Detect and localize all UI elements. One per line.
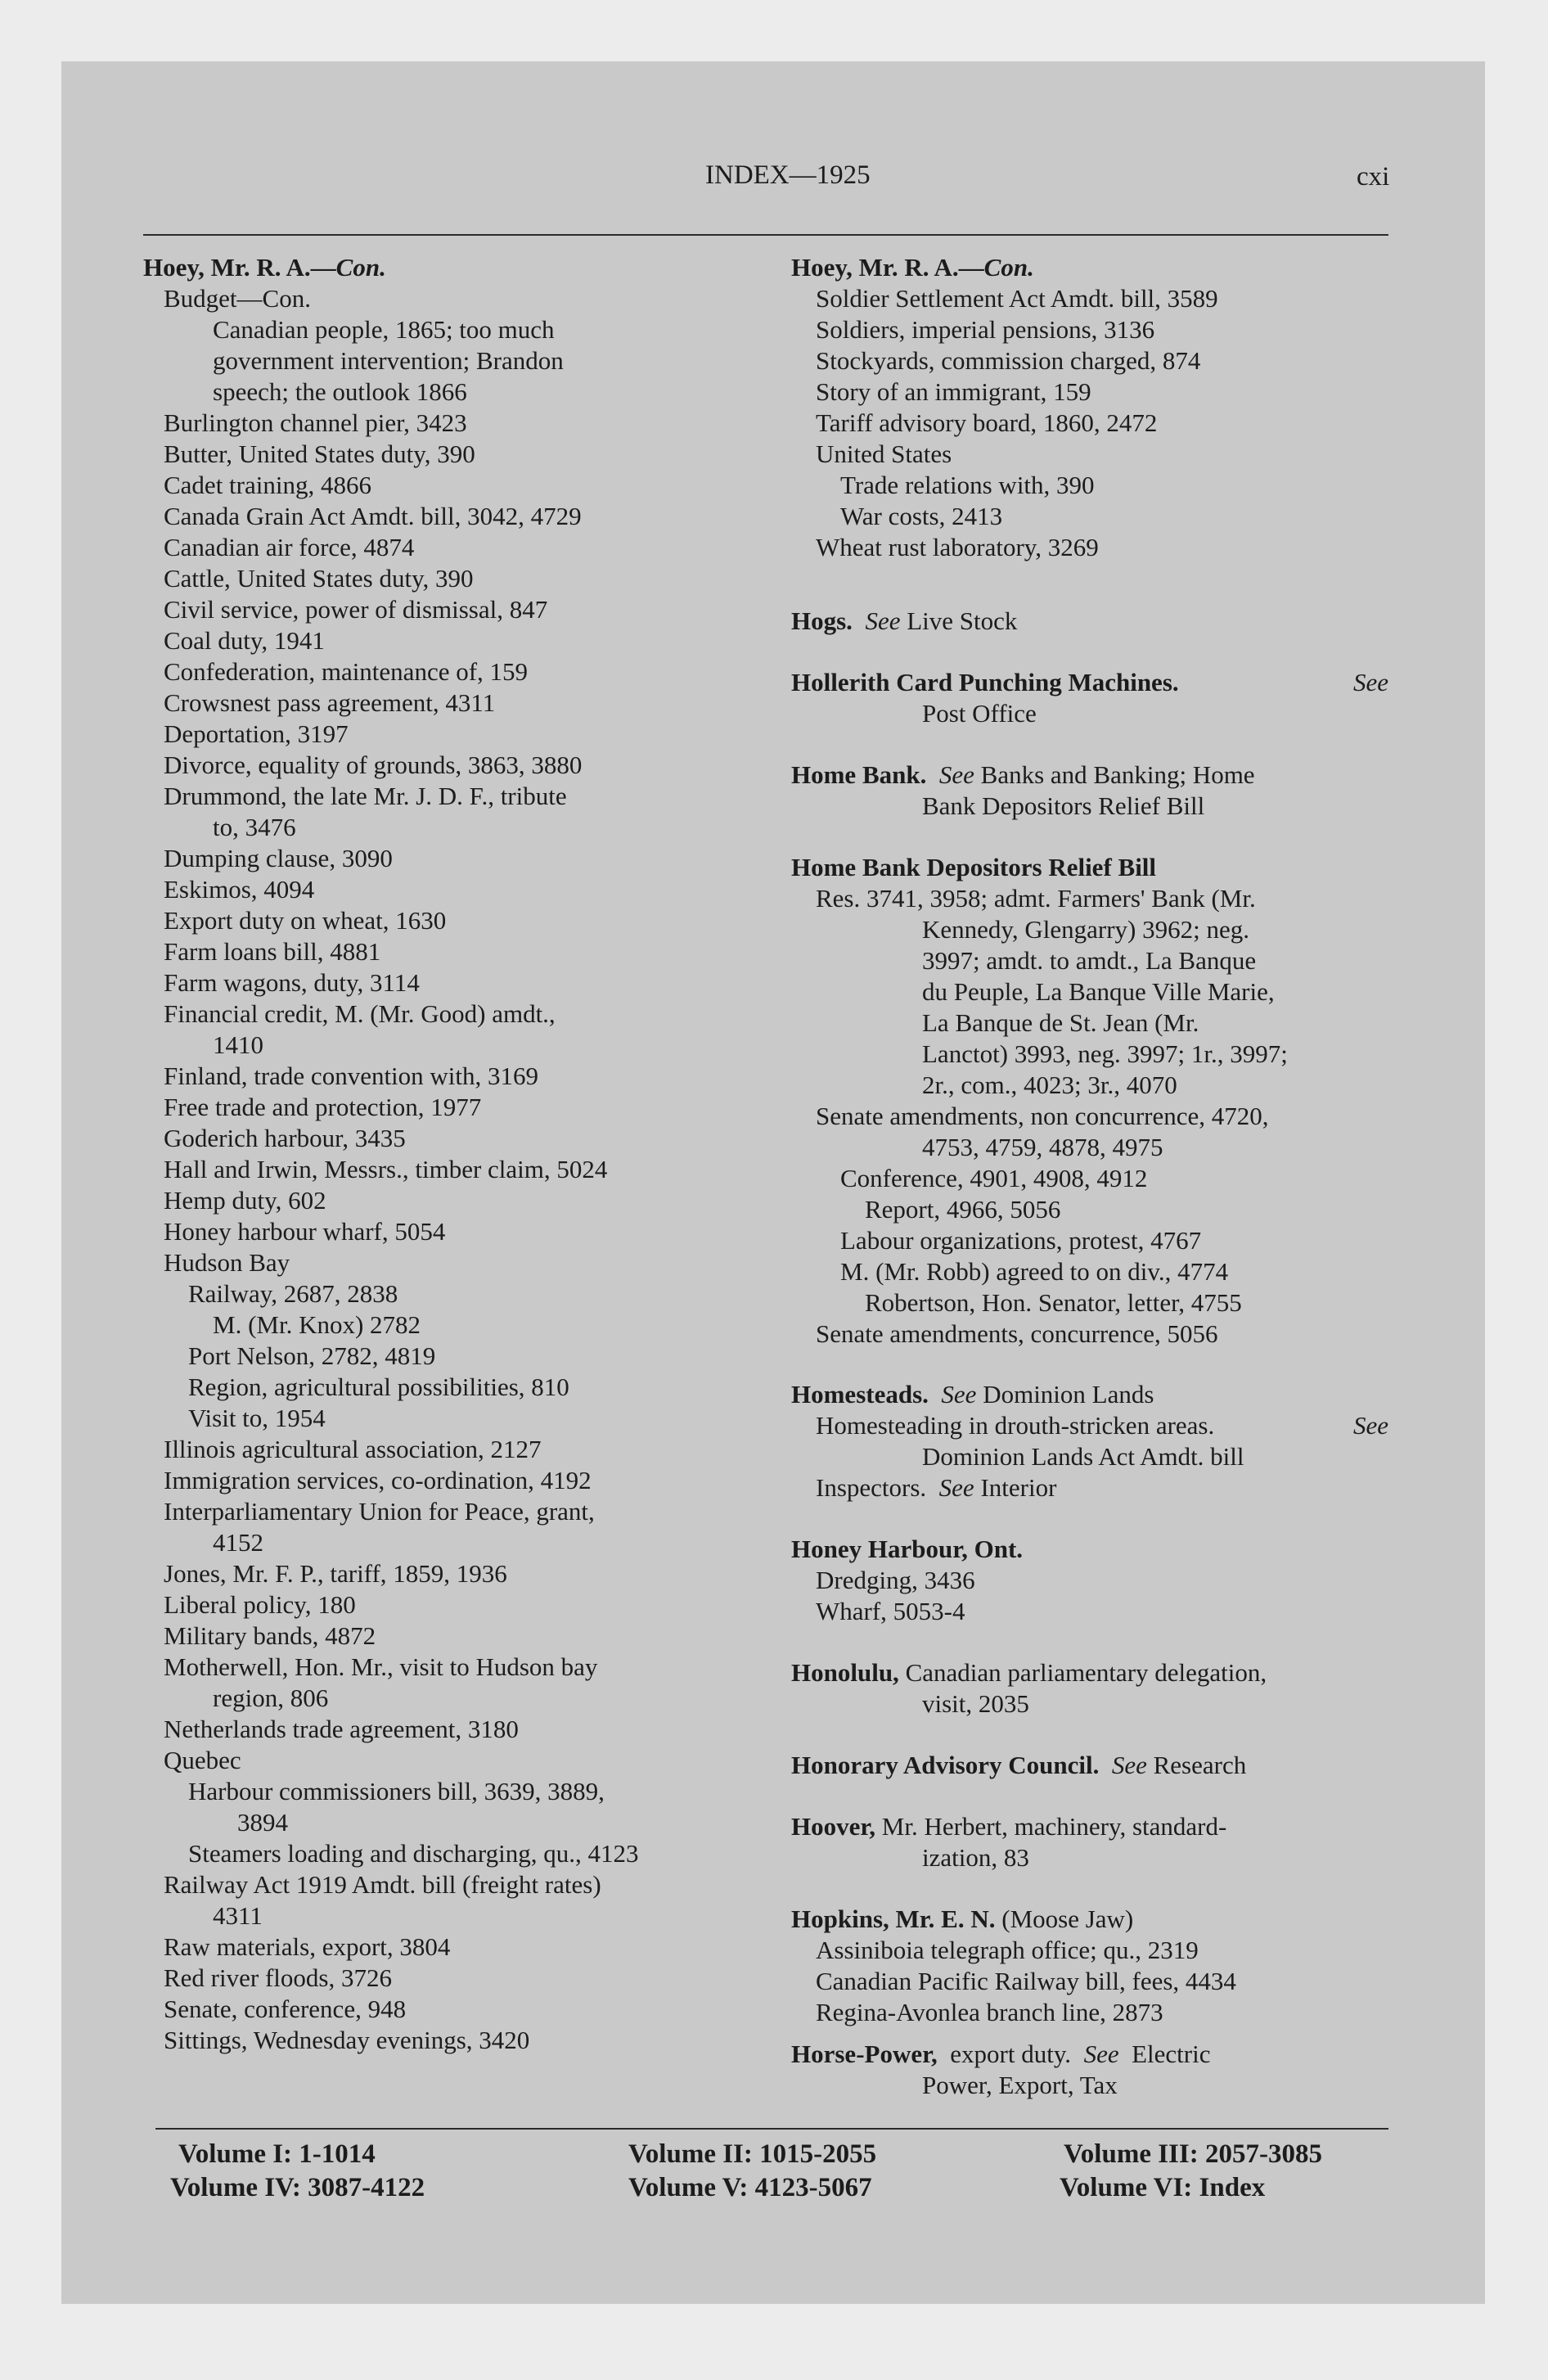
index-line: Illinois agricultural association, 2127 — [164, 1435, 542, 1463]
index-line: Honey harbour wharf, 5054 — [164, 1217, 446, 1246]
subentry: Dredging, 3436 — [816, 1566, 975, 1594]
volume-4: Volume IV: 3087-4122 — [170, 2173, 425, 2202]
entry-heading: Hoover, — [791, 1812, 876, 1841]
index-line: Wheat rust laboratory, 3269 — [816, 533, 1099, 561]
index-line: Financial credit, M. (Mr. Good) amdt., — [164, 999, 556, 1028]
index-line: Farm wagons, duty, 3114 — [164, 968, 420, 997]
entry-heading: Homesteads. — [791, 1380, 929, 1409]
index-line: to, 3476 — [213, 813, 296, 841]
entry-text: visit, 2035 — [922, 1689, 1029, 1718]
see-reference: See — [1083, 2040, 1119, 2068]
entry-heading: Honey Harbour, Ont. — [791, 1535, 1024, 1563]
right-column-heading — [791, 252, 1034, 283]
index-line: Military bands, 4872 — [164, 1621, 376, 1650]
index-line: Immigration services, co-ordination, 4192 — [164, 1466, 592, 1494]
entry-heading: Home Bank. — [791, 760, 927, 789]
entry-text: export duty. — [950, 2040, 1072, 2068]
index-line: 4152 — [213, 1528, 263, 1557]
page-number: cxi — [1357, 162, 1390, 192]
index-line: 1410 — [213, 1030, 263, 1059]
page-title: INDEX—1925 — [705, 160, 871, 190]
entry-text: Electric — [1132, 2040, 1211, 2068]
index-line: Confederation, maintenance of, 159 — [164, 657, 529, 686]
see-reference: See — [938, 760, 974, 789]
index-line: Hemp duty, 602 — [164, 1186, 326, 1215]
entry-heading: Honolulu, — [791, 1658, 899, 1687]
entry-hollerith — [791, 667, 1388, 698]
subentry: Regina-Avonlea branch line, 2873 — [816, 1998, 1163, 2026]
index-line: Butter, United States duty, 390 — [164, 439, 475, 468]
index-line: Coal duty, 1941 — [164, 626, 325, 655]
index-line: Canadian people, 1865; too much — [213, 315, 555, 344]
index-line: Deportation, 3197 — [164, 719, 349, 748]
entry-text: ization, 83 — [922, 1843, 1029, 1872]
entry-text: Canadian parliamentary delegation, — [905, 1658, 1267, 1687]
index-line: Visit to, 1954 — [188, 1404, 326, 1432]
index-line: Goderich harbour, 3435 — [164, 1124, 406, 1152]
entry-text: Live Stock — [907, 606, 1018, 635]
entry-hogs — [791, 606, 1017, 637]
entry-heading: Home Bank Depositors Relief Bill — [791, 853, 1157, 881]
entry-heading: Hoey, Mr. R. A.— — [143, 253, 336, 282]
index-line: United States — [816, 439, 952, 468]
see-reference: See — [865, 606, 901, 635]
entry-inspectors — [816, 1472, 1056, 1503]
index-line: Hall and Irwin, Messrs., timber claim, 5024 — [164, 1155, 608, 1183]
entry-heading: Honorary Advisory Council. — [791, 1751, 1100, 1779]
index-line: region, 806 — [213, 1684, 329, 1712]
index-line: government intervention; Brandon — [213, 346, 564, 375]
entry-horse-power — [791, 2039, 1388, 2070]
index-line: Tariff advisory board, 1860, 2472 — [816, 408, 1158, 437]
see-reference: See — [1352, 668, 1388, 696]
index-line: speech; the outlook 1866 — [213, 377, 467, 406]
index-line: Railway, 2687, 2838 — [188, 1279, 398, 1308]
index-line: Region, agricultural possibilities, 810 — [188, 1373, 569, 1401]
index-line: Export duty on wheat, 1630 — [164, 906, 447, 935]
index-line: Report, 4966, 5056 — [865, 1195, 1061, 1224]
index-line: Railway Act 1919 Amdt. bill (freight rates) — [164, 1870, 601, 1899]
index-line: 4311 — [213, 1901, 263, 1930]
index-line: M. (Mr. Robb) agreed to on div., 4774 — [840, 1257, 1229, 1286]
entry-text: Research — [1153, 1751, 1247, 1779]
index-line: Red river floods, 3726 — [164, 1963, 392, 1992]
entry-text: Post Office — [922, 699, 1037, 728]
entry-text: Inspectors. — [816, 1473, 927, 1502]
index-line: Harbour commissioners bill, 3639, 3889, — [188, 1777, 605, 1805]
volume-3: Volume III: 2057-3085 — [1064, 2139, 1322, 2169]
index-line: Story of an immigrant, 159 — [816, 377, 1091, 406]
index-line: Conference, 4901, 4908, 4912 — [840, 1164, 1148, 1192]
index-line: Soldiers, imperial pensions, 3136 — [816, 315, 1155, 344]
index-line: Cattle, United States duty, 390 — [164, 564, 474, 593]
see-reference: See — [941, 1380, 977, 1409]
index-line: Burlington channel pier, 3423 — [164, 408, 467, 437]
entry-heading: Hoey, Mr. R. A.— — [791, 253, 984, 282]
index-line: Quebec — [164, 1746, 241, 1774]
footer-rule — [155, 2128, 1388, 2130]
volume-5: Volume V: 4123-5067 — [628, 2173, 872, 2202]
index-line: Soldier Settlement Act Amdt. bill, 3589 — [816, 284, 1218, 313]
entry-heading: Hollerith Card Punching Machines. — [791, 668, 1179, 696]
index-line: Senate, conference, 948 — [164, 1995, 407, 2023]
index-line: Cadet training, 4866 — [164, 471, 371, 499]
subentry: Wharf, 5053-4 — [816, 1597, 965, 1625]
index-line: 4753, 4759, 4878, 4975 — [922, 1133, 1163, 1161]
entry-text: Mr. Herbert, machinery, standard- — [881, 1812, 1227, 1841]
see-reference: See — [1111, 1751, 1147, 1779]
heading-continued: Con. — [983, 253, 1034, 282]
index-line: Canadian air force, 4874 — [164, 533, 415, 561]
entry-heading: Hogs. — [791, 606, 853, 635]
subentry: Canadian Pacific Railway bill, fees, 4434 — [816, 1967, 1236, 1995]
index-line: Robertson, Hon. Senator, letter, 4755 — [865, 1288, 1242, 1317]
index-line: Stockyards, commission charged, 874 — [816, 346, 1201, 375]
index-line: Sittings, Wednesday evenings, 3420 — [164, 2026, 530, 2054]
entry-heading: Horse-Power, — [791, 2040, 938, 2068]
index-line: Motherwell, Hon. Mr., visit to Hudson bay — [164, 1652, 598, 1681]
entry-hoover — [791, 1811, 1226, 1842]
see-reference: See — [938, 1473, 974, 1502]
index-line: M. (Mr. Knox) 2782 — [213, 1310, 421, 1339]
entry-text: Banks and Banking; Home — [980, 760, 1255, 789]
header-rule — [143, 234, 1388, 236]
left-column-heading — [143, 252, 386, 283]
index-line: Kennedy, Glengarry) 3962; neg. — [922, 915, 1250, 944]
index-line: Free trade and protection, 1977 — [164, 1093, 482, 1121]
volume-2: Volume II: 1015-2055 — [628, 2139, 877, 2169]
index-line: Trade relations with, 390 — [840, 471, 1095, 499]
index-line: Jones, Mr. F. P., tariff, 1859, 1936 — [164, 1559, 507, 1588]
entry-text: Dominion Lands — [983, 1380, 1154, 1409]
heading-continued: Con. — [335, 253, 386, 282]
index-line: Interparliamentary Union for Peace, grant, — [164, 1497, 595, 1526]
entry-text: Interior — [980, 1473, 1057, 1502]
index-line: Drummond, the late Mr. J. D. F., tribute — [164, 782, 567, 810]
index-line: La Banque de St. Jean (Mr. — [922, 1008, 1199, 1037]
index-line: Senate amendments, non concurrence, 4720, — [816, 1102, 1269, 1130]
entry-honorary — [791, 1750, 1246, 1781]
index-line: Lanctot) 3993, neg. 3997; 1r., 3997; — [922, 1039, 1288, 1068]
index-line: Raw materials, export, 3804 — [164, 1932, 451, 1961]
index-line: Budget—Con. — [164, 284, 311, 313]
index-line: Port Nelson, 2782, 4819 — [188, 1341, 436, 1370]
subentry: Assiniboia telegraph office; qu., 2319 — [816, 1936, 1199, 1964]
index-line: 2r., com., 4023; 3r., 4070 — [922, 1071, 1177, 1099]
volume-6: Volume VI: Index — [1060, 2173, 1266, 2202]
entry-homesteads — [791, 1379, 1154, 1410]
index-line: Res. 3741, 3958; admt. Farmers' Bank (Mr. — [816, 884, 1256, 913]
index-line: Eskimos, 4094 — [164, 875, 315, 904]
index-line: Dumping clause, 3090 — [164, 844, 393, 872]
entry-homesteading — [816, 1410, 1388, 1441]
entry-text: Dominion Lands Act Amdt. bill — [922, 1442, 1244, 1471]
entry-text: Homesteading in drouth-stricken areas. — [816, 1411, 1215, 1440]
index-line: Finland, trade convention with, 3169 — [164, 1062, 539, 1090]
index-line: Farm loans bill, 4881 — [164, 937, 381, 966]
volume-1: Volume I: 1-1014 — [178, 2139, 376, 2169]
index-line: Divorce, equality of grounds, 3863, 3880 — [164, 751, 583, 779]
entry-text: Power, Export, Tax — [922, 2071, 1118, 2099]
index-line: Steamers loading and discharging, qu., 4123 — [188, 1839, 639, 1868]
index-line: Civil service, power of dismissal, 847 — [164, 595, 548, 624]
index-line: 3997; amdt. to amdt., La Banque — [922, 946, 1257, 975]
see-reference: See — [1352, 1411, 1388, 1440]
entry-text: Bank Depositors Relief Bill — [922, 791, 1205, 820]
index-line: 3894 — [237, 1808, 288, 1837]
index-line: War costs, 2413 — [840, 502, 1003, 530]
index-line: Canada Grain Act Amdt. bill, 3042, 4729 — [164, 502, 582, 530]
index-line: Liberal policy, 180 — [164, 1590, 356, 1619]
index-line: du Peuple, La Banque Ville Marie, — [922, 977, 1275, 1006]
entry-hopkins — [791, 1904, 1133, 1935]
index-line: Senate amendments, concurrence, 5056 — [816, 1319, 1218, 1348]
entry-text: (Moose Jaw) — [1001, 1904, 1134, 1933]
index-line: Crowsnest pass agreement, 4311 — [164, 688, 496, 717]
index-line: Labour organizations, protest, 4767 — [840, 1226, 1202, 1255]
entry-home-bank — [791, 760, 1255, 791]
entry-honolulu — [791, 1657, 1267, 1688]
index-line: Netherlands trade agreement, 3180 — [164, 1715, 519, 1743]
index-line: Hudson Bay — [164, 1248, 290, 1277]
entry-heading: Hopkins, Mr. E. N. — [791, 1904, 996, 1933]
